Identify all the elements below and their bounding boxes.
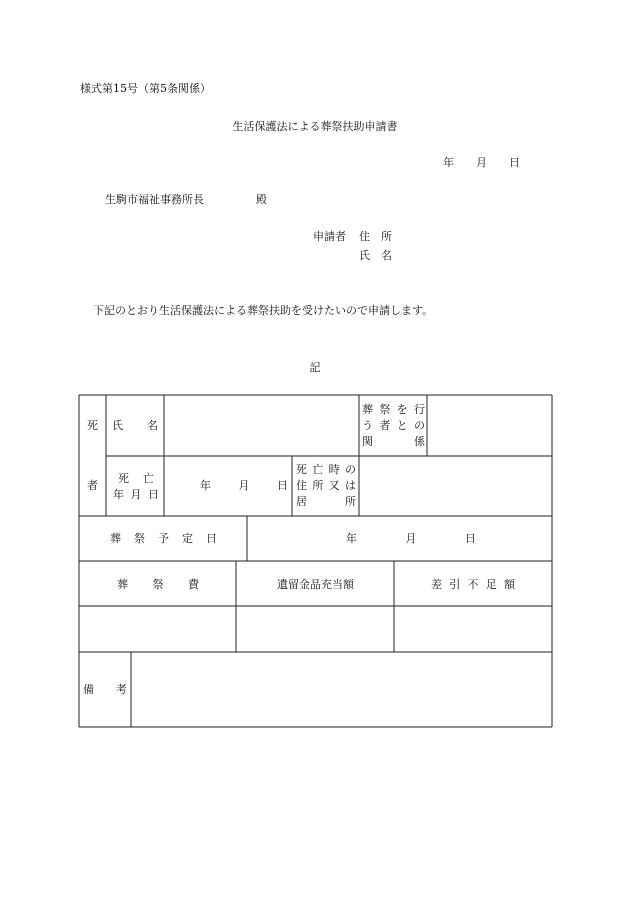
month-unit: 月 bbox=[238, 479, 250, 493]
applicant-name-label: 氏 名 bbox=[359, 249, 392, 262]
day-unit: 日 bbox=[277, 479, 288, 493]
relationship-label bbox=[362, 398, 425, 454]
label-line: う者との bbox=[362, 419, 425, 433]
label-char: 葬 bbox=[110, 532, 121, 546]
year-unit: 年 bbox=[200, 479, 211, 493]
applicant-address-label: 住 所 bbox=[359, 230, 392, 243]
death-date-input[interactable] bbox=[200, 456, 288, 516]
funeral-date-input[interactable] bbox=[346, 517, 476, 561]
label-char: 費 bbox=[188, 577, 199, 591]
relationship-input[interactable] bbox=[428, 396, 551, 455]
shortfall-label bbox=[431, 562, 515, 607]
label-line: 関 係 bbox=[362, 434, 425, 448]
deceased-name-label bbox=[110, 396, 160, 456]
remarks-label bbox=[83, 653, 127, 727]
addressee-honorific: 殿 bbox=[256, 193, 267, 206]
estate-applied-label: 遺留金品充当額 bbox=[277, 577, 354, 591]
label-char: 不 bbox=[467, 577, 479, 591]
ki-heading: 記 bbox=[309, 361, 321, 374]
label-char: 足 bbox=[485, 577, 497, 591]
deceased-vertical-label-1: 死 bbox=[87, 419, 98, 433]
remarks-input[interactable] bbox=[132, 653, 551, 726]
shortfall-input[interactable] bbox=[395, 607, 551, 651]
label-char: 葬 bbox=[117, 577, 128, 591]
applicant-label: 申請者 bbox=[313, 230, 346, 243]
death-address-input[interactable] bbox=[360, 457, 551, 515]
month-unit: 月 bbox=[405, 532, 417, 546]
year-unit: 年 bbox=[346, 532, 357, 546]
form-number: 様式第15号（第5条関係） bbox=[80, 82, 211, 95]
funeral-date-label bbox=[110, 517, 217, 561]
application-date-field[interactable]: 年 月 日 bbox=[443, 156, 520, 169]
label-char: 祭 bbox=[152, 577, 164, 591]
funeral-expense-label bbox=[117, 562, 199, 607]
label-line: 年月日 bbox=[113, 488, 159, 501]
label-char: 定 bbox=[182, 532, 193, 546]
application-statement: 下記のとおり生活保護法による葬祭扶助を受けたいので申請します。 bbox=[93, 304, 434, 317]
label-char: 額 bbox=[504, 577, 515, 591]
label-char: 日 bbox=[206, 532, 217, 546]
label-char: 差 bbox=[431, 577, 442, 591]
deceased-name-input[interactable] bbox=[165, 396, 358, 455]
day-unit: 日 bbox=[465, 532, 476, 546]
death-address-label bbox=[296, 459, 356, 513]
label-char: 祭 bbox=[134, 532, 145, 546]
label-char: 備 bbox=[83, 683, 94, 697]
death-date-label bbox=[110, 470, 162, 504]
label-line: 居 所 bbox=[296, 494, 356, 508]
label-char: 考 bbox=[116, 683, 127, 697]
funeral-expense-input[interactable] bbox=[80, 607, 235, 651]
deceased-vertical-label-2: 者 bbox=[87, 479, 98, 493]
label-line: 死亡時の bbox=[296, 463, 356, 477]
label-char: 名 bbox=[147, 419, 158, 433]
label-char: 予 bbox=[158, 532, 169, 546]
label-char: 引 bbox=[449, 577, 461, 591]
label-line: 住所又は bbox=[296, 479, 356, 493]
label-line: 葬祭を行 bbox=[362, 403, 425, 417]
document-title: 生活保護法による葬祭扶助申請書 bbox=[232, 120, 398, 133]
estate-applied-input[interactable] bbox=[237, 607, 393, 651]
addressee: 生駒市福祉事務所長 bbox=[105, 193, 204, 206]
label-char: 氏 bbox=[112, 419, 123, 433]
label-line: 死亡 bbox=[118, 472, 154, 486]
